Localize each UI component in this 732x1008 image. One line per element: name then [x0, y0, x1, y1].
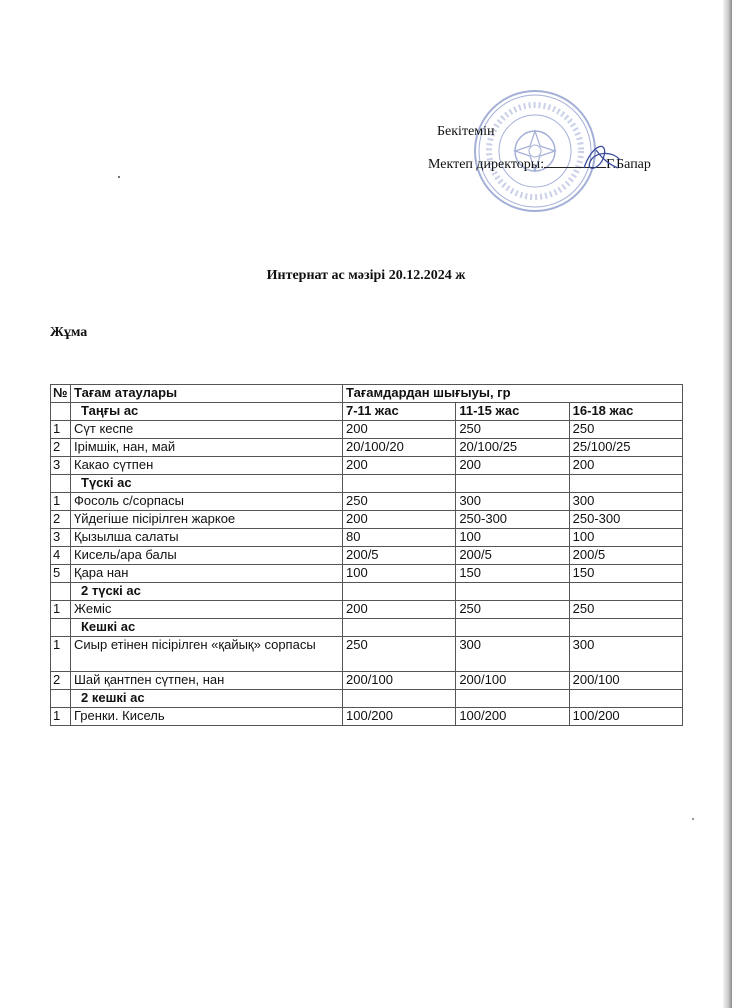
row-number: [51, 403, 71, 421]
row-number: 5: [51, 565, 71, 583]
portion-11-15: 20/100/25: [456, 439, 569, 457]
portion-11-15: 150: [456, 565, 569, 583]
portion-11-15: 100/200: [456, 708, 569, 726]
portion-7-11: [343, 619, 456, 637]
portion-11-15: 200/100: [456, 672, 569, 690]
dish-name: Шай қантпен сүтпен, нан: [71, 672, 343, 690]
row-number: 2: [51, 672, 71, 690]
director-name: Г.Бапар: [606, 157, 651, 172]
portion-7-11: 200/5: [343, 547, 456, 565]
portion-11-15: 11-15 жас: [456, 403, 569, 421]
portion-16-18: 100: [569, 529, 682, 547]
table-row: [51, 637, 683, 672]
table-row: [51, 565, 683, 583]
portion-7-11: 250: [343, 493, 456, 511]
dish-name: Жеміс: [71, 601, 343, 619]
portion-16-18: 300: [569, 493, 682, 511]
header-output: Тағамдардан шығыуы, гр: [343, 385, 683, 403]
scan-speck: [118, 176, 120, 178]
row-number: 2: [51, 439, 71, 457]
portion-11-15: 200: [456, 457, 569, 475]
portion-16-18: 200/5: [569, 547, 682, 565]
document-title: Интернат ас мәзірі 20.12.2024 ж: [266, 268, 466, 283]
portion-7-11: 100/200: [343, 708, 456, 726]
header-number: №: [51, 385, 71, 403]
dish-name: Қызылша салаты: [71, 529, 343, 547]
portion-7-11: 200: [343, 457, 456, 475]
table-row: [51, 672, 683, 690]
portion-7-11: [343, 475, 456, 493]
portion-16-18: 150: [569, 565, 682, 583]
table-row: [51, 439, 683, 457]
row-number: [51, 690, 71, 708]
portion-7-11: 200: [343, 511, 456, 529]
dish-name: Сүт кеспе: [71, 421, 343, 439]
meal-section-row: [51, 619, 683, 637]
weekday-label: Жұма: [50, 325, 88, 340]
meal-section-row: [51, 403, 683, 421]
signature-icon: [578, 138, 626, 178]
portion-11-15: 200/5: [456, 547, 569, 565]
portion-7-11: 7-11 жас: [343, 403, 456, 421]
row-number: 1: [51, 601, 71, 619]
dish-name: Кешкі ас: [71, 619, 343, 637]
dish-name: Қара нан: [71, 565, 343, 583]
portion-11-15: 250: [456, 601, 569, 619]
portion-11-15: [456, 619, 569, 637]
meal-section-row: [51, 583, 683, 601]
portion-11-15: [456, 690, 569, 708]
portion-7-11: 20/100/20: [343, 439, 456, 457]
header-dish-name: Тағам атаулары: [71, 385, 343, 403]
dish-name: Кисель/ара балы: [71, 547, 343, 565]
portion-16-18: 16-18 жас: [569, 403, 682, 421]
portion-7-11: 200/100: [343, 672, 456, 690]
table-header-row: [51, 385, 683, 403]
portion-7-11: 100: [343, 565, 456, 583]
table-row: [51, 421, 683, 439]
portion-16-18: 200/100: [569, 672, 682, 690]
dish-name: Таңғы ас: [71, 403, 343, 421]
menu-table: [50, 384, 683, 726]
director-label: Мектеп директоры:: [428, 157, 545, 172]
row-number: 1: [51, 637, 71, 672]
table-row: [51, 708, 683, 726]
portion-11-15: 250-300: [456, 511, 569, 529]
dish-name: Үйдегіше пісірілген жаркое: [71, 511, 343, 529]
row-number: 3: [51, 457, 71, 475]
portion-11-15: 300: [456, 637, 569, 672]
portion-11-15: 300: [456, 493, 569, 511]
table-row: [51, 529, 683, 547]
dish-name: 2 кешкі ас: [71, 690, 343, 708]
dish-name: Ірімшік, нан, май: [71, 439, 343, 457]
scan-edge-shadow: [723, 0, 732, 1008]
row-number: 4: [51, 547, 71, 565]
portion-16-18: 100/200: [569, 708, 682, 726]
portion-16-18: 25/100/25: [569, 439, 682, 457]
portion-16-18: [569, 619, 682, 637]
portion-7-11: [343, 583, 456, 601]
row-number: [51, 619, 71, 637]
row-number: 1: [51, 421, 71, 439]
table-row: [51, 511, 683, 529]
dish-name: Гренки. Кисель: [71, 708, 343, 726]
table-row: [51, 493, 683, 511]
dish-name: Какао сүтпен: [71, 457, 343, 475]
dish-name: Сиыр етінен пісірілген «қайық» сорпасы: [71, 637, 343, 672]
row-number: 1: [51, 708, 71, 726]
portion-11-15: 100: [456, 529, 569, 547]
row-number: 2: [51, 511, 71, 529]
portion-16-18: 250: [569, 601, 682, 619]
row-number: 3: [51, 529, 71, 547]
portion-7-11: [343, 690, 456, 708]
portion-16-18: 250: [569, 421, 682, 439]
portion-7-11: 200: [343, 421, 456, 439]
row-number: [51, 475, 71, 493]
dish-name: 2 түскі ас: [71, 583, 343, 601]
scan-speck: [692, 818, 694, 820]
portion-7-11: 200: [343, 601, 456, 619]
portion-7-11: 80: [343, 529, 456, 547]
portion-16-18: [569, 475, 682, 493]
row-number: 1: [51, 493, 71, 511]
portion-16-18: 200: [569, 457, 682, 475]
portion-16-18: [569, 583, 682, 601]
portion-11-15: 250: [456, 421, 569, 439]
portion-11-15: [456, 583, 569, 601]
portion-7-11: 250: [343, 637, 456, 672]
dish-name: Фосоль с/сорпасы: [71, 493, 343, 511]
meal-section-row: [51, 690, 683, 708]
row-number: [51, 583, 71, 601]
approval-label: Бекітемін: [437, 124, 495, 139]
table-row: [51, 601, 683, 619]
portion-11-15: [456, 475, 569, 493]
table-row: [51, 457, 683, 475]
table-row: [51, 547, 683, 565]
dish-name: Түскі ас: [71, 475, 343, 493]
portion-16-18: 300: [569, 637, 682, 672]
meal-section-row: [51, 475, 683, 493]
portion-16-18: 250-300: [569, 511, 682, 529]
portion-16-18: [569, 690, 682, 708]
